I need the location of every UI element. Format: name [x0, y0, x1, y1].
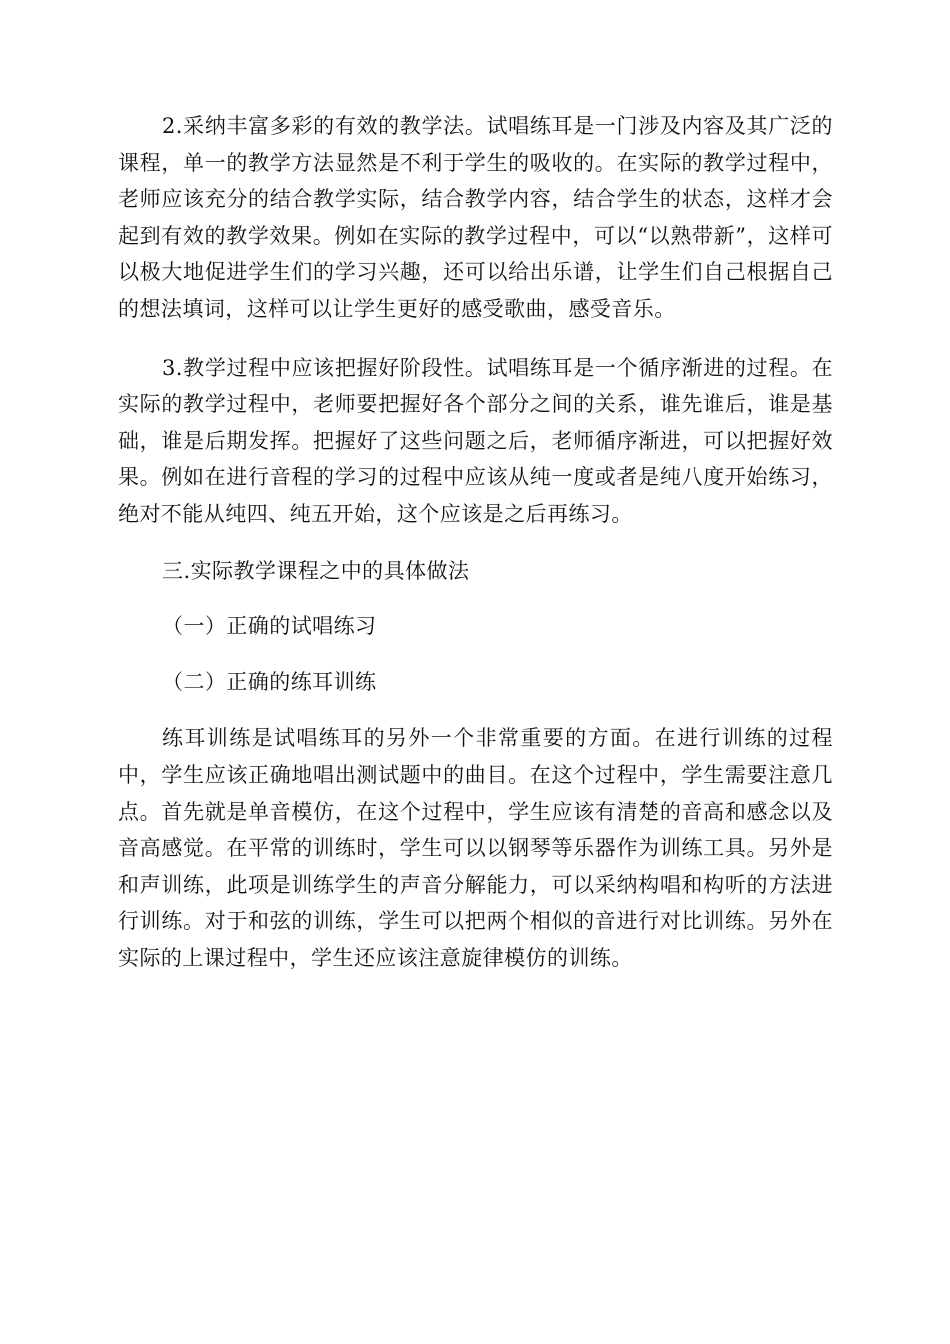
section-heading: 三.实际教学课程之中的具体做法: [162, 558, 470, 583]
paragraph-ear-training: 练耳训练是试唱练耳的另外一个非常重要的方面。在进行训练的过程中，学生应该正确地唱出测试题中的曲目。在这个过程中，学生需要注意几点。首先就是单音模仿，在这个过程中，学生应该有清楚的音高和感念以及音高感觉。在平常的训练时，学生可以以钢琴等乐器作为训练工具。另外是和声训练，此项是训练学生的声音分解能力，可以采纳构唱和构听的方法进行训练。对于和弦的训练，学生可以把两个相似的音进行对比训练。另外在实际的上课过程中，学生还应该注意旋律模仿的训练。: [118, 726, 833, 970]
paragraph-teaching-methods: 2.采纳丰富多彩的有效的教学法。试唱练耳是一门涉及内容及其广泛的课程，单一的教学方法显然是不利于学生的吸收的。在实际的教学过程中，老师应该充分的结合教学实际，结合教学内容，结合学生的状态，这样才会起到有效的教学效果。例如在实际的教学过程中，可以“以熟带新”，这样可以极大地促进学生们的学习兴趣，还可以给出乐谱，让学生们自己根据自己的想法填词，这样可以让学生更好的感受歌曲，感受音乐。: [118, 114, 833, 321]
subheading-ear-training: （二）正确的练耳训练: [162, 669, 377, 694]
subheading-sight-singing: （一）正确的试唱练习: [162, 614, 377, 639]
paragraph-stages: 3.教学过程中应该把握好阶段性。试唱练耳是一个循序渐进的过程。在实际的教学过程中，老师要把握好各个部分之间的关系，谁先谁后，谁是基础，谁是后期发挥。把握好了这些问题之后，老师循序渐进，可以把握好效果。例如在进行音程的学习的过程中应该从纯一度或者是纯八度开始练习，绝对不能从纯四、纯五开始，这个应该是之后再练习。: [118, 355, 833, 526]
document-page: [118, 108, 833, 976]
